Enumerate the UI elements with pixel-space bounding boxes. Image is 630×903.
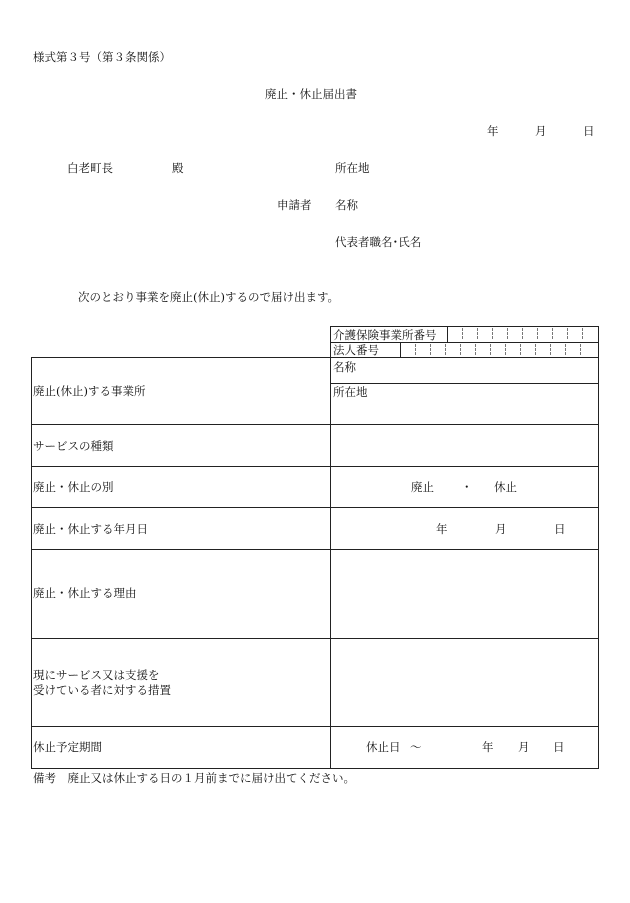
date-month: 月 — [495, 522, 507, 536]
measures-label-line1: 現にサービス又は支援を — [33, 668, 160, 682]
applicant-address-label: 所在地 — [335, 161, 370, 175]
period-day: 日 — [553, 740, 565, 754]
header-year: 年 — [487, 124, 499, 138]
period-year: 年 — [482, 740, 494, 754]
period-label: 休止予定期間 — [33, 740, 102, 754]
header-day: 日 — [583, 124, 595, 138]
service-type-label: サービスの種類 — [33, 439, 114, 453]
honorific: 殿 — [172, 161, 184, 175]
header-month: 月 — [535, 124, 547, 138]
period-start: 休止日 — [366, 740, 401, 754]
office-name-label: 名称 — [333, 360, 356, 374]
type-option-abolish: 廃止 — [411, 480, 434, 494]
type-separator: ・ — [461, 480, 473, 494]
intro-text: 次のとおり事業を廃止(休止)するので届け出ます。 — [78, 290, 340, 304]
addressee: 白老町長 — [67, 161, 113, 175]
period-tilde: ～ — [410, 740, 422, 754]
type-label: 廃止・休止の別 — [33, 480, 114, 494]
date-day: 日 — [554, 522, 566, 536]
office-address-label: 所在地 — [333, 385, 368, 399]
date-year: 年 — [436, 522, 448, 536]
form-number: 様式第３号（第３条関係） — [33, 50, 171, 64]
reason-label: 廃止・休止する理由 — [33, 586, 137, 600]
period-month: 月 — [518, 740, 530, 754]
applicant-name-label: 名称 — [335, 198, 358, 212]
corp-number-label: 法人番号 — [333, 343, 379, 357]
representative-label: 代表者職名･氏名 — [335, 235, 422, 249]
office-label: 廃止(休止)する事業所 — [33, 384, 146, 398]
date-label: 廃止・休止する年月日 — [33, 522, 148, 536]
type-option-suspend: 休止 — [494, 480, 517, 494]
applicant-label: 申請者 — [277, 198, 312, 212]
form-title: 廃止・休止届出書 — [265, 87, 357, 101]
measures-label-line2: 受けている者に対する措置 — [33, 683, 171, 697]
footnote: 備考 廃止又は休止する日の１月前までに届け出てください。 — [33, 771, 355, 785]
care-number-label: 介護保険事業所番号 — [333, 328, 437, 342]
